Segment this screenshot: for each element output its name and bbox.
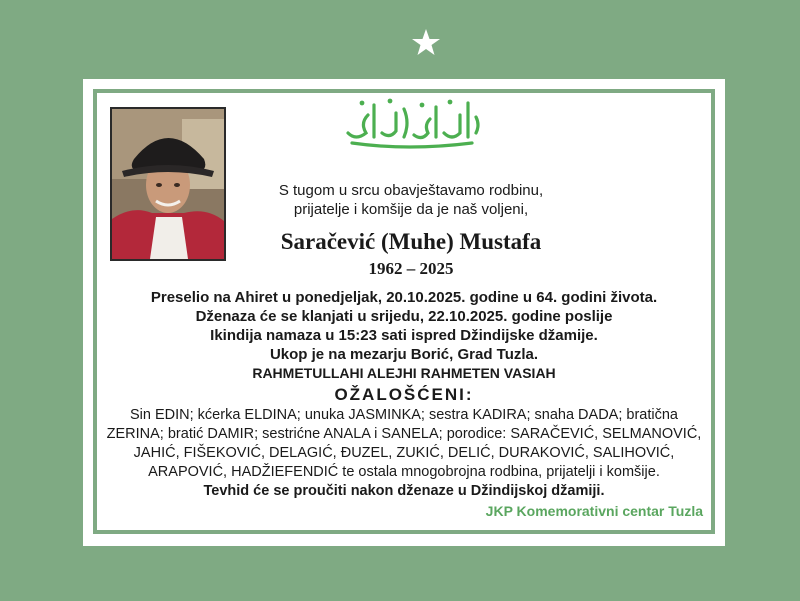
crescent-star-icon xyxy=(372,8,456,74)
mourners-line-3: JAHIĆ, FIŠEKOVIĆ, DELAGIĆ, ĐUZEL, ZUKIĆ, DELIĆ, DURAKOVIĆ, SALIHOVIĆ, xyxy=(133,445,675,461)
portrait-photo xyxy=(110,107,226,261)
detail-line-4: Ukop je na mezarju Borić, Grad Tuzla. xyxy=(269,346,539,363)
mourners-heading: OŽALOŠĆENI: xyxy=(334,385,474,404)
detail-line-3: Ikindija namaza u 15:23 sati ispred Džindijske džamije. xyxy=(210,327,598,344)
detail-line-1: Preselio na Ahiret u ponedjeljak, 20.10.2025. godine u 64. godini života. xyxy=(150,289,658,306)
detail-line-5: RAHMETULLAHI ALEJHI RAHMETEN VASIAH xyxy=(252,365,556,381)
mourners-line-1: Sin EDIN; kćerka ELDINA; unuka JASMINKA; sestra KADIRA; snaha DADA; bratična xyxy=(130,407,678,423)
obituary-card xyxy=(83,79,725,546)
arabic-calligraphy-icon xyxy=(338,93,484,149)
intro-text xyxy=(241,181,581,219)
footer-organization: JKP Komemorativni centar Tuzla xyxy=(485,503,703,519)
detail-line-2: Dženaza će se klanjati u srijedu, 22.10.2025. godine poslije xyxy=(195,308,613,325)
intro-line-1: S tugom u srcu obavještavamo rodbinu, xyxy=(278,182,544,199)
deceased-name: Saračević (Muhe) Mustafa xyxy=(280,229,542,254)
deceased-years: 1962 – 2025 xyxy=(368,259,454,278)
intro-line-2: prijatelje i komšije da je naš voljeni, xyxy=(293,201,529,218)
mourners-line-2: ZERINA; bratić DAMIR; sestrićne ANALA i SANELA; porodice: SARAČEVIĆ, SELMANOVIĆ, xyxy=(106,426,702,442)
tevhid-note: Tevhid će se proučiti nakon dženaze u Džindijskoj džamiji. xyxy=(203,483,605,499)
mourners-line-4: ARAPOVIĆ, HADŽIEFENDIĆ te ostala mnogobrojna rodbina, prijatelji i komšije. xyxy=(148,464,660,480)
